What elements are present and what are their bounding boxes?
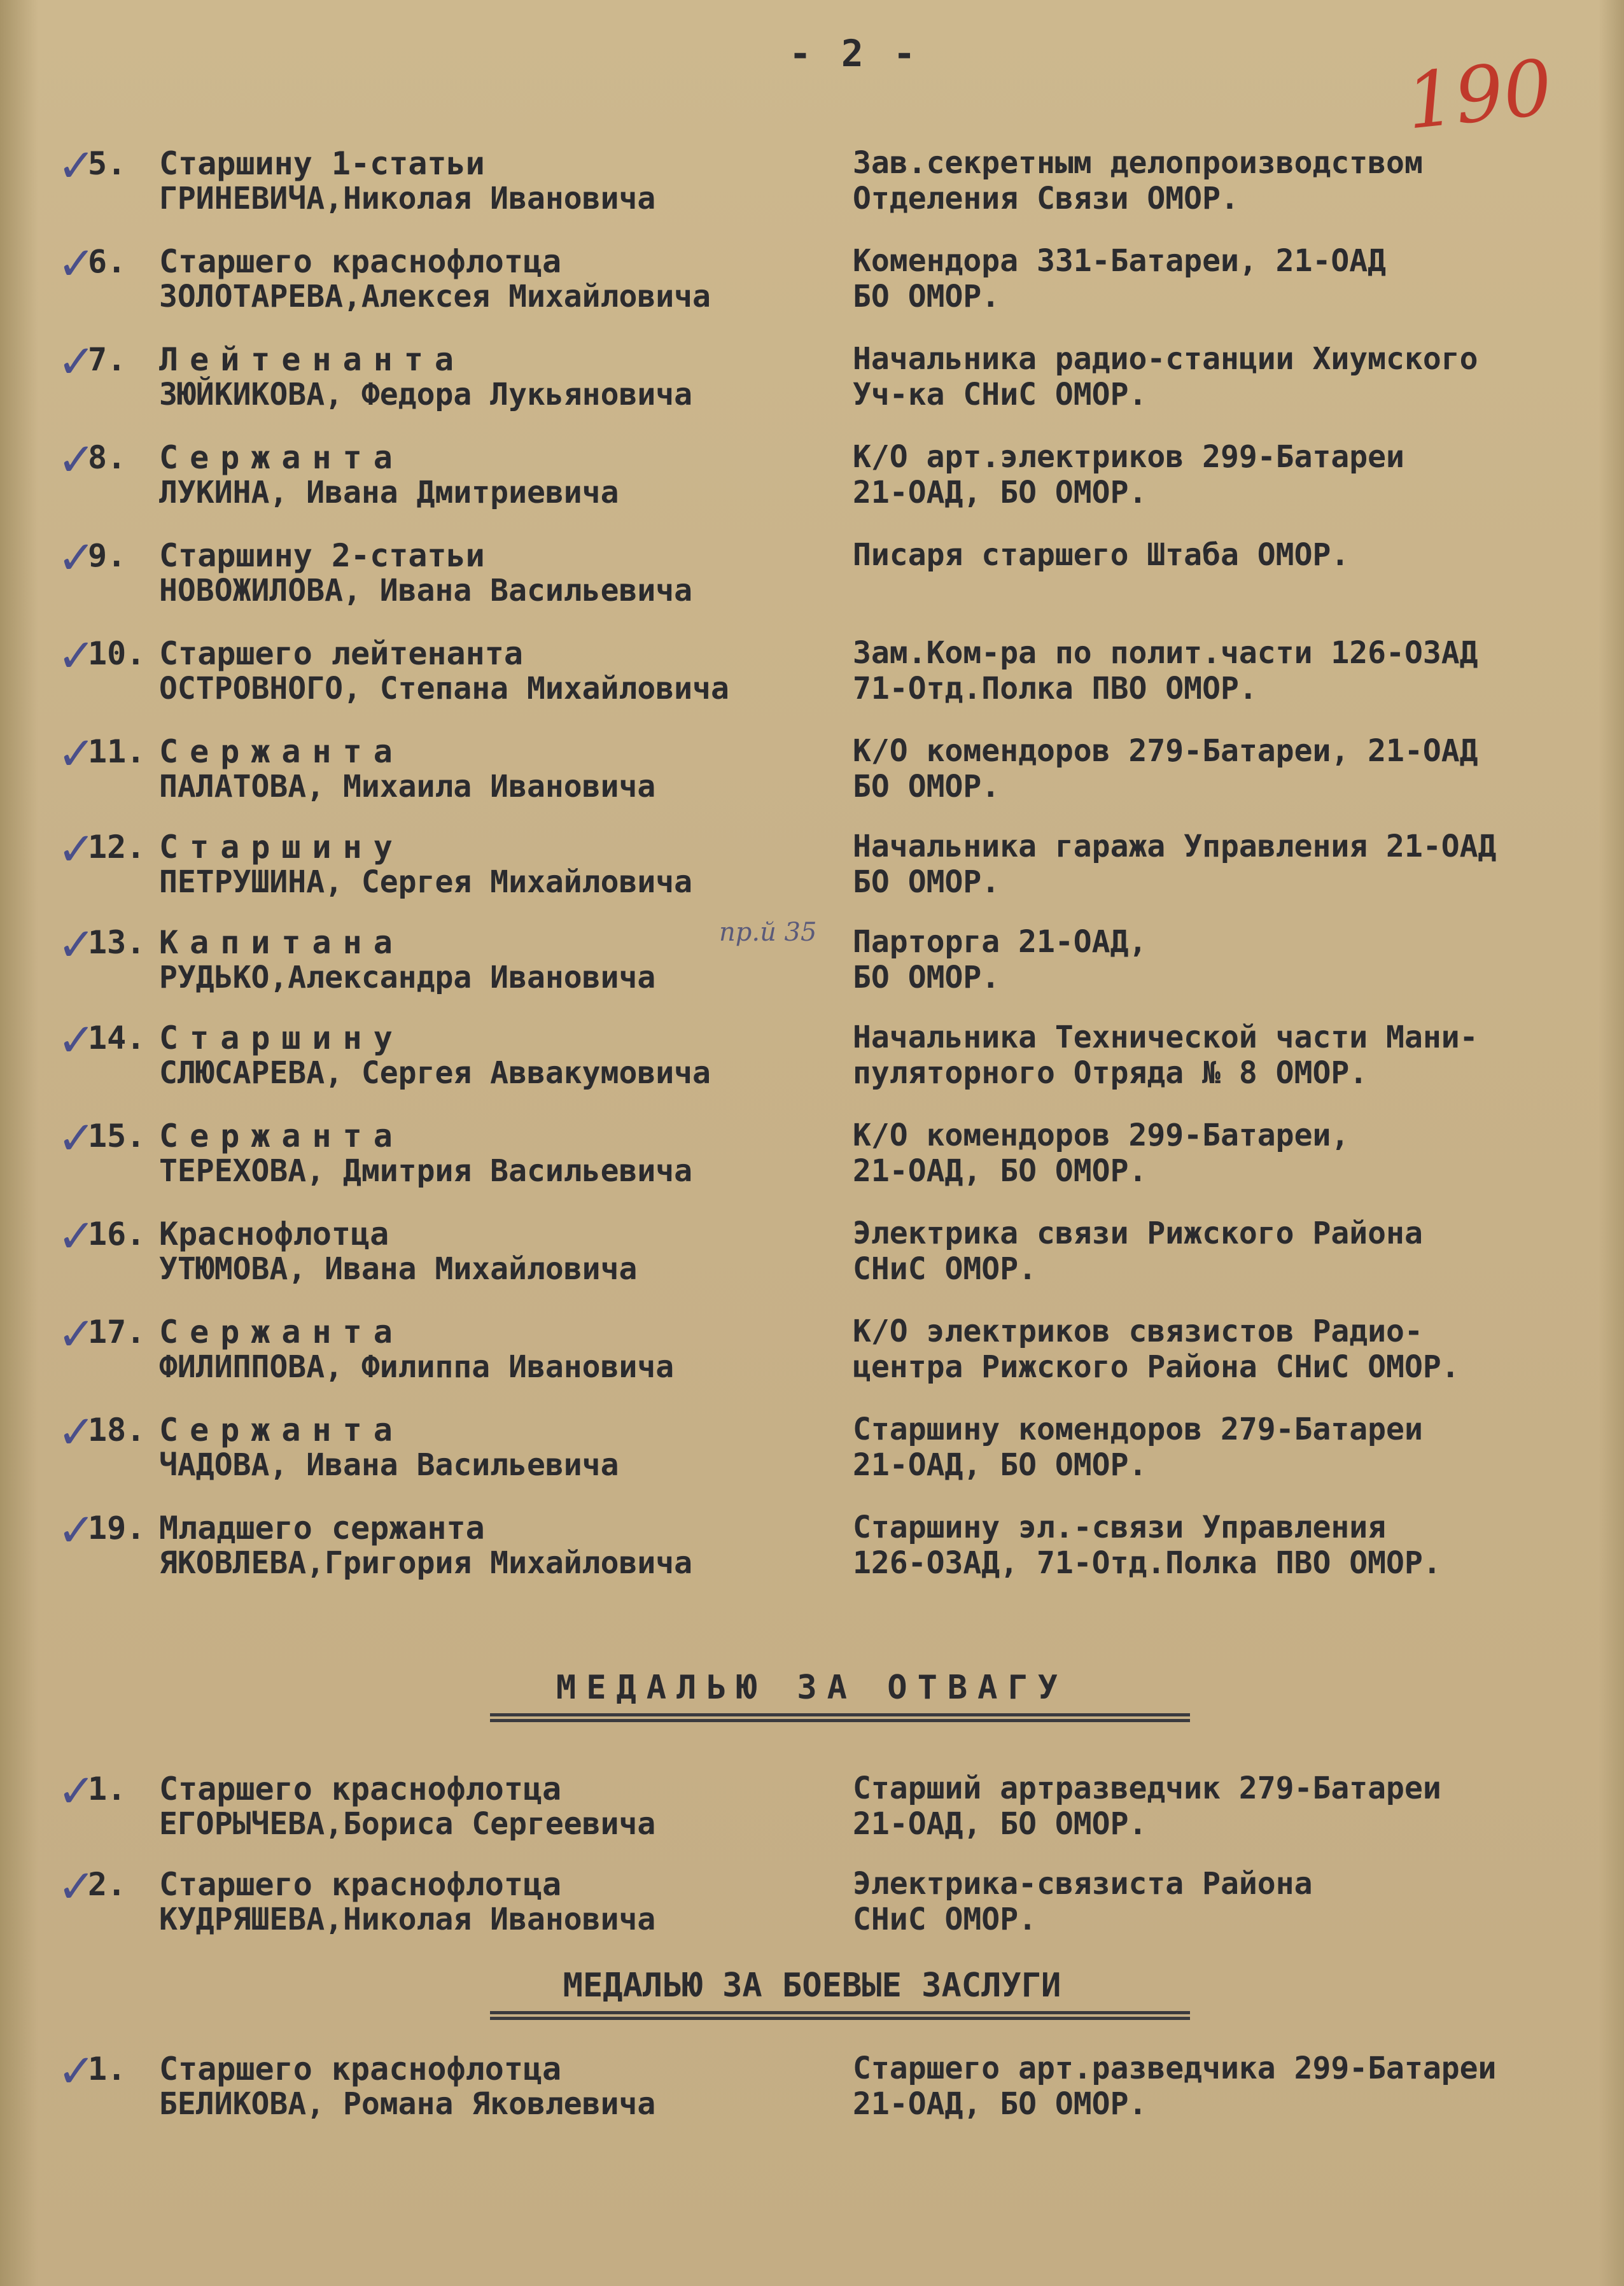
entry-position-line2: БО ОМОР.: [853, 864, 1000, 900]
entry-rank: Лейтенанта: [159, 341, 466, 378]
entry-name: СЛЮСАРЕВА, Сергея Аввакумовича: [159, 1055, 711, 1091]
entry-name: БЕЛИКОВА, Романа Яковлевича: [159, 2086, 656, 2122]
list-item: [57, 918, 1610, 1013]
entry-rank: Старшину 2-статьи: [159, 537, 485, 574]
section-heading-courage: МЕДАЛЬЮ ЗА ОТВАГУ: [556, 1669, 1068, 1707]
entry-name: ТЕРЕХОВА, Дмитрия Васильевича: [159, 1153, 693, 1189]
check-mark-icon: ✓: [57, 139, 96, 192]
entry-position-line1: Старшего арт.разведчика 299-Батареи: [853, 2051, 1497, 2086]
entry-rank: Краснофлотца: [159, 1216, 389, 1252]
entry-rank: Сержанта: [159, 439, 404, 476]
entry-rank: Старшину: [159, 829, 404, 866]
check-mark-icon: ✓: [57, 2044, 96, 2098]
entry-position-line1: К/О электриков связистов Радио-: [853, 1314, 1423, 1349]
list-item: [57, 1013, 1610, 1109]
entry-rank: Сержанта: [159, 1314, 404, 1350]
handwritten-note: пр.й 35: [719, 918, 817, 947]
list-item: [57, 335, 1610, 430]
entry-position-line2: БО ОМОР.: [853, 960, 1000, 995]
heading-underline: [490, 2011, 1190, 2020]
archive-page-mark: 190: [1402, 43, 1557, 147]
check-mark-icon: ✓: [57, 1307, 96, 1361]
entry-name: КУДРЯШЕВА,Николая Ивановича: [159, 1902, 656, 1937]
list-item: [57, 822, 1610, 918]
entry-name: ПАЛАТОВА, Михаила Ивановича: [159, 769, 656, 804]
entry-position-line2: 21-ОАД, БО ОМОР.: [853, 2086, 1147, 2122]
check-mark-icon: ✓: [57, 237, 96, 290]
entry-name: ЗОЛОТАРЕВА,Алексея Михайловича: [159, 279, 711, 314]
entry-position-line2: 126-ОЗАД, 71-Отд.Полка ПВО ОМОР.: [853, 1545, 1441, 1581]
entry-number: 8.: [88, 439, 127, 476]
entry-rank: Сержанта: [159, 1412, 404, 1448]
entry-rank: Старшего краснофлотца: [159, 1771, 562, 1807]
paper-edge-left: [0, 0, 38, 2286]
entry-position-line2: СНиС ОМОР.: [853, 1251, 1037, 1287]
entry-name: РУДЬКО,Александра Ивановича: [159, 960, 656, 995]
entry-position-line1: Электрика связи Рижского Района: [853, 1216, 1423, 1251]
entry-position-line2: центра Рижского Района СНиС ОМОР.: [853, 1349, 1460, 1385]
check-mark-icon: ✓: [57, 918, 96, 971]
entry-position-line1: Старшину комендоров 279-Батареи: [853, 1412, 1423, 1447]
entry-position-line1: К/О комендоров 299-Батареи,: [853, 1118, 1350, 1153]
check-mark-icon: ✓: [57, 1503, 96, 1557]
entry-position-line2: 21-ОАД, БО ОМОР.: [853, 1153, 1147, 1189]
check-mark-icon: ✓: [57, 1111, 96, 1165]
entry-position-line2: пуляторного Отряда № 8 ОМОР.: [853, 1055, 1368, 1091]
list-item: [57, 531, 1610, 626]
entry-number: 9.: [88, 537, 127, 574]
check-mark-icon: ✓: [57, 433, 96, 486]
entry-rank: Сержанта: [159, 1118, 404, 1154]
entry-rank: Капитана: [159, 924, 404, 961]
check-mark-icon: ✓: [57, 822, 96, 876]
entry-name: ГРИНЕВИЧА,Николая Ивановича: [159, 181, 656, 216]
check-mark-icon: ✓: [57, 727, 96, 780]
entry-position-line2: БО ОМОР.: [853, 279, 1000, 314]
entry-position-line1: Начальника Технической части Мани-: [853, 1020, 1478, 1055]
entry-number: 14.: [88, 1020, 146, 1056]
entry-rank: Старшину: [159, 1020, 404, 1056]
check-mark-icon: ✓: [57, 1209, 96, 1263]
list-item: [57, 1111, 1610, 1207]
entry-rank: Старшего краснофлотца: [159, 1866, 562, 1903]
check-mark-icon: ✓: [57, 1013, 96, 1067]
entry-name: ЧАДОВА, Ивана Васильевича: [159, 1447, 619, 1483]
entry-position-line1: Старшину эл.-связи Управления: [853, 1510, 1387, 1545]
check-mark-icon: ✓: [57, 1860, 96, 1913]
entry-position-line1: К/О арт.электриков 299-Батареи: [853, 439, 1404, 475]
entry-number: 2.: [88, 1866, 127, 1903]
section-heading-merit: МЕДАЛЬЮ ЗА БОЕВЫЕ ЗАСЛУГИ: [563, 1967, 1061, 2005]
entry-number: 1.: [88, 1771, 127, 1807]
list-item: [57, 629, 1610, 724]
entry-position-line1: Писаря старшего Штаба ОМОР.: [853, 537, 1350, 573]
list-item: [57, 1209, 1610, 1305]
entry-position-line2: 21-ОАД, БО ОМОР.: [853, 1806, 1147, 1842]
entry-position-line2: Отделения Связи ОМОР.: [853, 181, 1239, 216]
entry-position-line2: 21-ОАД, БО ОМОР.: [853, 475, 1147, 510]
entry-number: 10.: [88, 635, 146, 672]
entry-position-line2: 71-Отд.Полка ПВО ОМОР.: [853, 671, 1257, 706]
list-item: [57, 433, 1610, 528]
entry-position-line1: Зав.секретным делопроизводством: [853, 145, 1423, 181]
list-item: [57, 237, 1610, 332]
check-mark-icon: ✓: [57, 531, 96, 584]
heading-underline: [490, 1713, 1190, 1722]
entry-name: УТЮМОВА, Ивана Михайловича: [159, 1251, 638, 1287]
list-item: [57, 1860, 1610, 1955]
entry-number: 12.: [88, 829, 146, 866]
entry-position-line1: Старший артразведчик 279-Батареи: [853, 1771, 1441, 1806]
entry-number: 18.: [88, 1412, 146, 1448]
entry-position-line2: Уч-ка СНиС ОМОР.: [853, 377, 1147, 412]
entry-number: 11.: [88, 733, 146, 770]
check-mark-icon: ✓: [57, 335, 96, 388]
entry-position-line1: Зам.Ком-ра по полит.части 126-ОЗАД: [853, 635, 1478, 671]
entry-position-line1: Начальника гаража Управления 21-ОАД: [853, 829, 1497, 864]
list-item: [57, 139, 1610, 234]
entry-position-line1: Парторга 21-ОАД,: [853, 924, 1147, 960]
entry-number: 5.: [88, 145, 127, 182]
entry-name: НОВОЖИЛОВА, Ивана Васильевича: [159, 573, 693, 608]
list-item: [57, 727, 1610, 822]
entry-number: 13.: [88, 924, 146, 961]
entry-rank: Старшего краснофлотца: [159, 2051, 562, 2087]
list-item: [57, 1764, 1610, 1860]
entry-number: 15.: [88, 1118, 146, 1154]
check-mark-icon: ✓: [57, 1764, 96, 1818]
entry-name: ЯКОВЛЕВА,Григория Михайловича: [159, 1545, 693, 1581]
entry-name: ПЕТРУШИНА, Сергея Михайловича: [159, 864, 693, 900]
list-item: [57, 2044, 1610, 2140]
entry-rank: Младшего сержанта: [159, 1510, 485, 1546]
entry-number: 17.: [88, 1314, 146, 1350]
entry-rank: Старшего краснофлотца: [159, 243, 562, 280]
entry-name: ЕГОРЫЧЕВА,Бориса Сергеевича: [159, 1806, 656, 1842]
entry-position-line1: Комендора 331-Батареи, 21-ОАД: [853, 243, 1387, 279]
entry-name: ФИЛИППОВА, Филиппа Ивановича: [159, 1349, 675, 1385]
entry-position-line2: БО ОМОР.: [853, 769, 1000, 804]
entry-position-line2: СНиС ОМОР.: [853, 1902, 1037, 1937]
entry-position-line1: Начальника радио-станции Хиумского: [853, 341, 1478, 377]
list-item: [57, 1307, 1610, 1403]
entry-name: ЗЮЙКИКОВА, Федора Лукьяновича: [159, 377, 693, 412]
entry-number: 6.: [88, 243, 127, 280]
entry-rank: Сержанта: [159, 733, 404, 770]
entry-rank: Старшего лейтенанта: [159, 635, 523, 672]
list-item: [57, 1503, 1610, 1599]
entry-name: ЛУКИНА, Ивана Дмитриевича: [159, 475, 619, 510]
entry-name: ОСТРОВНОГО, Степана Михайловича: [159, 671, 729, 706]
entry-number: 7.: [88, 341, 127, 378]
check-mark-icon: ✓: [57, 1405, 96, 1459]
entry-number: 16.: [88, 1216, 146, 1252]
list-item: [57, 1405, 1610, 1501]
check-mark-icon: ✓: [57, 629, 96, 682]
entry-number: 1.: [88, 2051, 127, 2087]
page-number: - 2 -: [789, 32, 920, 75]
entry-position-line1: К/О комендоров 279-Батареи, 21-ОАД: [853, 733, 1478, 769]
entry-number: 19.: [88, 1510, 146, 1546]
entry-position-line2: 21-ОАД, БО ОМОР.: [853, 1447, 1147, 1483]
entry-position-line1: Электрика-связиста Района: [853, 1866, 1313, 1902]
entry-rank: Старшину 1-статьи: [159, 145, 485, 182]
